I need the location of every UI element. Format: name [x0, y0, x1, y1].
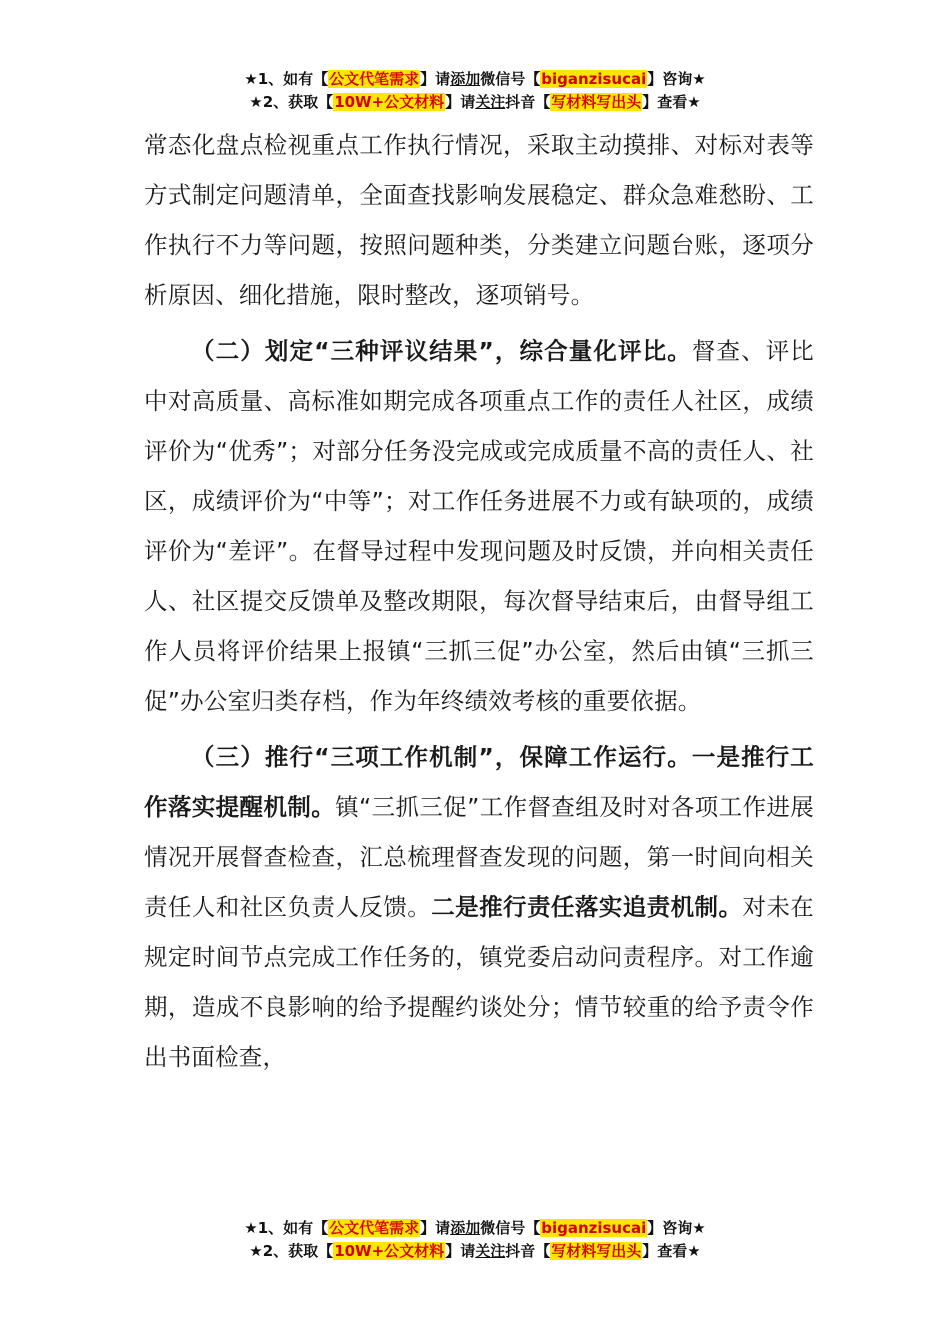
document-body	[144, 120, 814, 1088]
section-heading-2: （二）划定“三种评议结果”，综合量化评比。	[191, 337, 692, 365]
banner-text: 】查看★	[642, 1242, 701, 1260]
footer-banner	[0, 1217, 950, 1263]
paragraph-2	[144, 326, 814, 726]
banner-underlined-text: 添加	[450, 70, 481, 88]
section-heading-3: （三）推行“三项工作机制”，保障工作运行。一是推行工作落实提醒机制。	[144, 743, 814, 821]
paragraph-1	[144, 120, 814, 320]
banner-text: ★2、获取【	[249, 93, 334, 111]
banner-text: 】请	[445, 1242, 476, 1260]
highlight-service: 公文代笔需求	[329, 70, 420, 88]
banner-line-2	[0, 1240, 950, 1263]
highlight-douyin: 写材料写出头	[551, 93, 642, 111]
banner-text: 】查看★	[642, 93, 701, 111]
paragraph-3	[144, 732, 814, 1082]
highlight-wechat-id: biganzisucai	[541, 1219, 647, 1237]
banner-text: 抖音【	[505, 1242, 551, 1260]
banner-underlined-text: 添加	[450, 1219, 481, 1237]
banner-text: 】咨询★	[647, 1219, 706, 1237]
highlight-service: 公文代笔需求	[329, 1219, 420, 1237]
sub-heading: 二是推行责任落实追责机制。	[431, 893, 743, 921]
paragraph-text: 常态化盘点检视重点工作执行情况，采取主动摸排、对标对表等方式制定问题清单，全面查找影响发展稳定、群众急难愁盼、工作执行不力等问题，按照问题种类，分类建立问题台账，逐项分析原因、细化措施，限时整改，逐项销号。	[144, 131, 814, 309]
banner-text: ★2、获取【	[249, 1242, 334, 1260]
banner-text: 】请	[420, 70, 451, 88]
banner-text: 微信号【	[480, 70, 541, 88]
banner-text: 】请	[445, 93, 476, 111]
paragraph-text: 督查、评比中对高质量、高标准如期完成各项重点工作的责任人社区，成绩评价为“优秀”；对部分任务没完成或完成质量不高的责任人、社区，成绩评价为“中等”；对工作任务进展不力或有缺项的，成绩评价为“差评”。在督导过程中发现问题及时反馈，并向相关责任人、社区提交反馈单及整改期限，每次督导结束后，由督导组工作人员将评价结果上报镇“三抓三促”办公室，然后由镇“三抓三促”办公室归类存档，作为年终绩效考核的重要依据。	[144, 337, 815, 715]
banner-text: 微信号【	[480, 1219, 541, 1237]
highlight-materials: 10W+公文材料	[334, 93, 445, 111]
header-banner	[0, 68, 950, 114]
banner-text: ★1、如有【	[244, 1219, 329, 1237]
banner-text: 】请	[420, 1219, 451, 1237]
paragraph-text: 镇“三抓三促”工作督查组及时对各项工作进展情况开展督查检查，汇总梳理督查发现的问题，第一时间向相关责任人和社区负责人反馈。	[144, 793, 814, 921]
banner-line-1	[0, 68, 950, 91]
highlight-wechat-id: biganzisucai	[541, 70, 647, 88]
paragraph-text: 对未在规定时间节点完成工作任务的，镇党委启动问责程序。对工作逾期，造成不良影响的给予提醒约谈处分；情节较重的给予责令作出书面检查，	[144, 893, 814, 1071]
highlight-douyin: 写材料写出头	[551, 1242, 642, 1260]
banner-text: 】咨询★	[647, 70, 706, 88]
banner-text: 抖音【	[505, 93, 551, 111]
banner-line-2	[0, 91, 950, 114]
banner-line-1	[0, 1217, 950, 1240]
banner-text: ★1、如有【	[244, 70, 329, 88]
highlight-materials: 10W+公文材料	[334, 1242, 445, 1260]
banner-underlined-text: 关注	[475, 1242, 506, 1260]
banner-underlined-text: 关注	[475, 93, 506, 111]
